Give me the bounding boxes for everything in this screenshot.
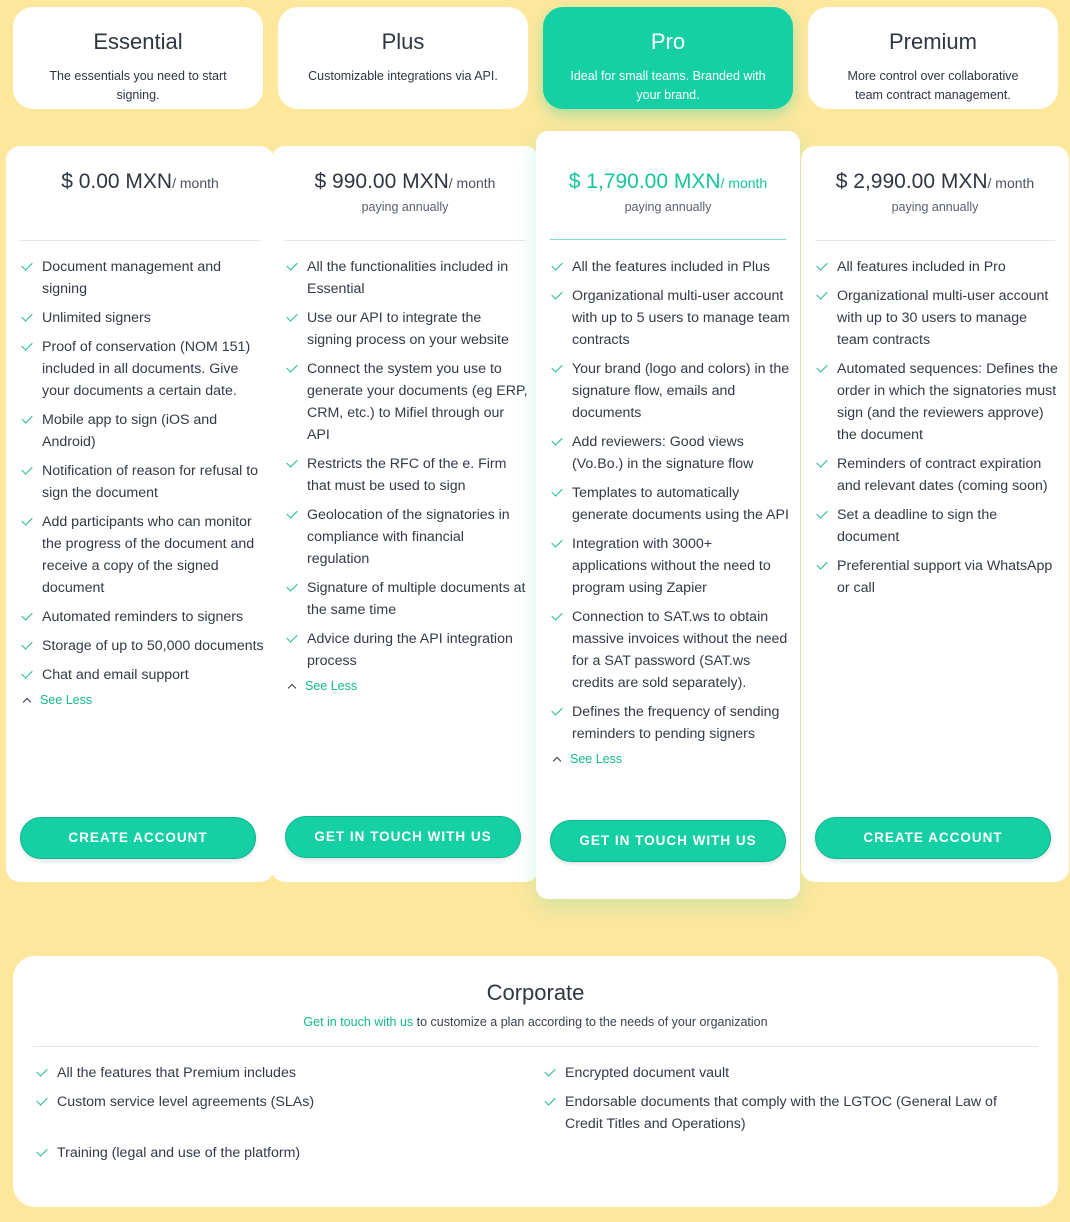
see-less-link[interactable] xyxy=(550,752,790,766)
corporate-features-right xyxy=(543,1062,1013,1135)
check-icon xyxy=(551,485,562,496)
feature-text: Chat and email support xyxy=(42,667,189,683)
feature-list xyxy=(815,256,1059,606)
feature-item xyxy=(550,285,790,351)
feature-text: Storage of up to 50,000 documents xyxy=(42,638,264,654)
feature-text: Organizational multi-user account with up to 5 users to manage team contracts xyxy=(572,288,790,348)
feature-item xyxy=(550,431,790,475)
plan-tab-essential[interactable] xyxy=(13,7,263,109)
check-icon xyxy=(21,514,32,525)
check-icon xyxy=(816,558,827,569)
feature-item xyxy=(20,664,264,686)
feature-text: Document management and signing xyxy=(42,259,222,297)
feature-text: All features included in Pro xyxy=(837,259,1006,275)
feature-item xyxy=(285,453,529,497)
feature-item xyxy=(285,256,529,300)
feature-text: Connect the system you use to generate your documents (eg ERP, CRM, etc.) to Mifiel through our API xyxy=(307,361,528,443)
feature-item xyxy=(20,336,264,402)
check-icon xyxy=(286,580,297,591)
check-icon xyxy=(286,631,297,642)
check-icon xyxy=(21,638,32,649)
feature-list xyxy=(550,256,790,766)
get-in-touch-link[interactable]: Get in touch with us xyxy=(303,1015,414,1029)
feature-text: All the functionalities included in Essential xyxy=(307,259,509,297)
corporate-panel xyxy=(13,956,1058,1207)
check-icon xyxy=(551,259,562,270)
plan-description: The essentials you need to start signing. xyxy=(49,69,227,102)
check-icon xyxy=(21,339,32,350)
check-icon xyxy=(21,412,32,423)
feature-text: Add reviewers: Good views (Vo.Bo.) in the signature flow xyxy=(572,434,754,472)
billing-note: paying annually xyxy=(891,200,979,214)
check-icon xyxy=(286,310,297,321)
check-icon xyxy=(544,1094,555,1105)
pricing-card-essential xyxy=(6,146,274,882)
feature-item xyxy=(550,701,790,745)
price xyxy=(271,170,539,214)
get-in-touch-button[interactable]: GET IN TOUCH WITH US xyxy=(550,820,786,862)
feature-item xyxy=(815,504,1059,548)
plan-tab-plus[interactable] xyxy=(278,7,528,109)
create-account-button[interactable]: CREATE ACCOUNT xyxy=(20,817,256,859)
feature-text: Use our API to integrate the signing process on your website xyxy=(307,310,509,348)
chevron-up-icon xyxy=(23,698,31,706)
feature-item xyxy=(285,358,529,446)
plan-name: Essential xyxy=(93,29,183,54)
feature-text: Set a deadline to sign the document xyxy=(837,507,998,545)
feature-item xyxy=(285,504,529,570)
price xyxy=(536,170,800,214)
corporate-subtitle-text: to customize a plan according to the needs of your organization xyxy=(413,1015,768,1029)
feature-text: Mobile app to sign (iOS and Android) xyxy=(42,412,218,450)
feature-text: All the features included in Plus xyxy=(572,259,770,275)
feature-text: Reminders of contract expiration and relevant dates (coming soon) xyxy=(837,456,1048,494)
check-icon xyxy=(21,463,32,474)
feature-text: Advice during the API integration process xyxy=(307,631,513,669)
feature-text: Add participants who can monitor the progress of the document and receive a copy of the signed document xyxy=(42,514,255,596)
feature-item xyxy=(35,1091,515,1113)
feature-item xyxy=(20,635,264,657)
price-period: / month xyxy=(172,175,219,191)
feature-text: Connection to SAT.ws to obtain massive invoices without the need for a SAT password (SAT.ws credits are sold separately). xyxy=(572,609,788,691)
feature-text: Signature of multiple documents at the same time xyxy=(307,580,526,618)
feature-text: Proof of conservation (NOM 151) included in all documents. Give your documents a certain date. xyxy=(42,339,251,399)
price-amount: $ 0.00 MXN xyxy=(61,170,173,193)
check-icon xyxy=(36,1094,47,1105)
divider xyxy=(815,240,1055,241)
plan-tab-premium[interactable] xyxy=(808,7,1058,109)
check-icon xyxy=(21,310,32,321)
feature-item xyxy=(543,1062,1013,1084)
check-icon xyxy=(544,1065,555,1076)
feature-item xyxy=(20,511,264,599)
feature-item xyxy=(550,358,790,424)
feature-item xyxy=(20,307,264,329)
price-period: / month xyxy=(448,175,496,191)
corporate-title: Corporate xyxy=(486,980,585,1005)
feature-item xyxy=(815,285,1059,351)
feature-item xyxy=(285,628,529,672)
feature-text: Unlimited signers xyxy=(42,310,151,326)
plan-tab-pro[interactable] xyxy=(543,7,793,109)
see-less-label: See Less xyxy=(40,693,93,707)
see-less-label: See Less xyxy=(570,752,623,766)
check-icon xyxy=(286,456,297,467)
pricing-card-plus xyxy=(271,146,539,882)
plan-name: Pro xyxy=(650,29,686,54)
create-account-button[interactable]: CREATE ACCOUNT xyxy=(815,817,1051,859)
divider xyxy=(20,240,260,241)
feature-item xyxy=(550,256,790,278)
feature-item xyxy=(20,460,264,504)
feature-list xyxy=(20,256,264,707)
feature-item xyxy=(815,256,1059,278)
price-period: / month xyxy=(987,175,1035,191)
feature-item xyxy=(550,606,790,694)
check-icon xyxy=(36,1065,47,1076)
feature-text: Custom service level agreements (SLAs) xyxy=(57,1094,315,1110)
plan-name: Premium xyxy=(888,29,977,54)
price-amount: $ 1,790.00 MXN xyxy=(568,170,721,193)
divider xyxy=(285,240,525,241)
feature-text: Encrypted document vault xyxy=(565,1065,730,1081)
feature-item xyxy=(285,307,529,351)
chevron-up-icon xyxy=(288,684,296,692)
chevron-up-icon xyxy=(553,757,561,765)
feature-text: Automated reminders to signers xyxy=(42,609,244,625)
divider xyxy=(550,239,786,240)
check-icon xyxy=(286,259,297,270)
feature-text: Organizational multi-user account with up to 30 users to manage team contracts xyxy=(837,288,1049,348)
feature-text: Defines the frequency of sending reminders to pending signers xyxy=(572,704,780,742)
check-icon xyxy=(286,361,297,372)
check-icon xyxy=(816,259,827,270)
feature-text: Your brand (logo and colors) in the signature flow, emails and documents xyxy=(572,361,790,421)
check-icon xyxy=(21,259,32,270)
corporate-subtitle xyxy=(13,1015,1058,1029)
check-icon xyxy=(551,434,562,445)
pricing-card-premium xyxy=(801,146,1069,882)
feature-item xyxy=(550,533,790,599)
see-less-link[interactable] xyxy=(20,693,264,707)
check-icon xyxy=(816,288,827,299)
corporate-features-left xyxy=(35,1062,515,1164)
feature-text: All the features that Premium includes xyxy=(57,1065,296,1081)
feature-item xyxy=(815,453,1059,497)
plan-description: Ideal for small teams. Branded with your brand. xyxy=(570,69,766,102)
feature-list xyxy=(285,256,529,693)
feature-text: Geolocation of the signatories in compliance with financial regulation xyxy=(307,507,510,567)
price-amount: $ 990.00 MXN xyxy=(314,170,449,193)
plan-description: More control over collaborative team contract management. xyxy=(847,69,1019,102)
check-icon xyxy=(551,361,562,372)
feature-item xyxy=(285,577,529,621)
feature-text: Notification of reason for refusal to sign the document xyxy=(42,463,259,501)
check-icon xyxy=(36,1145,47,1156)
check-icon xyxy=(816,507,827,518)
check-icon xyxy=(551,609,562,620)
pricing-card-pro xyxy=(536,131,800,899)
check-icon xyxy=(551,536,562,547)
feature-item xyxy=(35,1142,515,1164)
feature-item xyxy=(20,256,264,300)
billing-note: paying annually xyxy=(624,200,712,214)
divider xyxy=(33,1046,1038,1047)
feature-item xyxy=(20,409,264,453)
check-icon xyxy=(21,609,32,620)
feature-text: Preferential support via WhatsApp or call xyxy=(837,558,1053,596)
feature-item xyxy=(815,555,1059,599)
check-icon xyxy=(286,507,297,518)
check-icon xyxy=(816,361,827,372)
see-less-label: See Less xyxy=(305,679,358,693)
feature-item xyxy=(550,482,790,526)
see-less-link[interactable] xyxy=(285,679,529,693)
feature-item xyxy=(815,358,1059,446)
plan-name: Plus xyxy=(381,29,425,54)
feature-text: Training (legal and use of the platform) xyxy=(57,1145,301,1161)
price xyxy=(801,170,1069,214)
check-icon xyxy=(551,704,562,715)
feature-text: Templates to automatically generate documents using the API xyxy=(572,485,789,523)
check-icon xyxy=(551,288,562,299)
price xyxy=(6,170,274,194)
check-icon xyxy=(816,456,827,467)
feature-text: Automated sequences: Defines the order in which the signatories must sign (and the reviewers approve) the document xyxy=(837,361,1058,443)
feature-text: Restricts the RFC of the e. Firm that must be used to sign xyxy=(307,456,507,494)
feature-item xyxy=(543,1091,1013,1135)
feature-item xyxy=(35,1062,515,1084)
billing-note: paying annually xyxy=(361,200,449,214)
feature-text: Integration with 3000+ applications without the need to program using Zapier xyxy=(572,536,771,596)
feature-item xyxy=(20,606,264,628)
feature-text: Endorsable documents that comply with the LGTOC (General Law of Credit Titles and Operations) xyxy=(565,1094,997,1132)
get-in-touch-button[interactable]: GET IN TOUCH WITH US xyxy=(285,816,521,858)
price-period: / month xyxy=(720,175,768,191)
check-icon xyxy=(21,667,32,678)
plan-description: Customizable integrations via API. xyxy=(308,69,498,83)
price-amount: $ 2,990.00 MXN xyxy=(835,170,988,193)
